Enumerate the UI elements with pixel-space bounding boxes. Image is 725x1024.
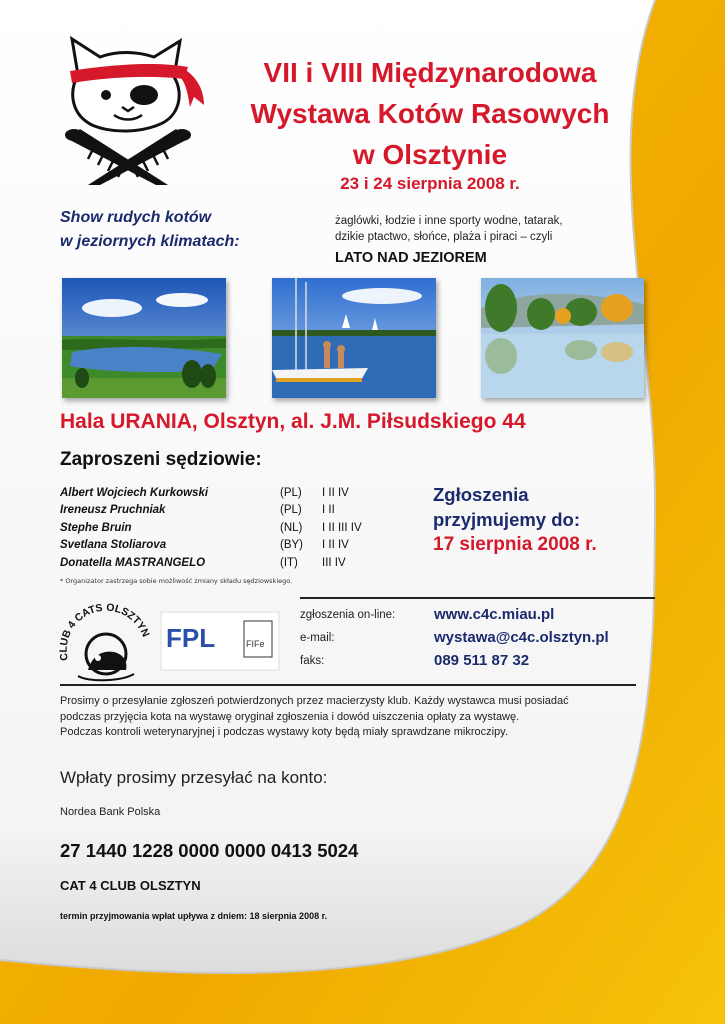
- contact-label: e-mail:: [300, 631, 335, 644]
- judge-country: (PL): [280, 504, 302, 517]
- judge-row: [60, 537, 420, 555]
- judge-country: (IT): [280, 556, 298, 569]
- judges-table: [60, 484, 420, 572]
- title-line-3: w Olsztynie: [352, 139, 508, 170]
- tagline: [60, 206, 320, 254]
- contact-table: [300, 603, 650, 672]
- judge-row: [60, 554, 420, 572]
- judge-name: Ireneusz Pruchniak: [60, 504, 166, 517]
- contact-label: faks:: [300, 654, 325, 667]
- event-date: 23 i 24 sierpnia 2008 r.: [340, 174, 520, 193]
- club-logo-text: CLUB 4 CATS OLSZTYN: [58, 601, 152, 662]
- info-line: podczas przyjęcia kota na wystawę oryginał zgłoszenia i dowód uiszczenia opłaty za wystawę.: [60, 710, 520, 723]
- payments-heading: Wpłaty prosimy przesyłać na konto:: [60, 768, 328, 787]
- tag-description-line-1: żaglówki, łodzie i inne sporty wodne, tatarak,: [335, 215, 563, 227]
- info-line: Prosimy o przesyłanie zgłoszeń potwierdzonych przez macierzysty klub. Każdy wystawca musi posiadać: [60, 695, 569, 707]
- club-4-cats-logo: [58, 600, 154, 684]
- judge-categories: III IV: [322, 556, 346, 569]
- misty-lake-photo: [481, 278, 644, 398]
- judge-categories: I II III IV: [322, 521, 362, 534]
- info-line: Podczas kontroli weterynaryjnej i podczas wystawy koty będą miały sprawdzane mikroczipy.: [60, 726, 508, 738]
- sailboat-photo: [272, 278, 436, 398]
- account-holder: CAT 4 CLUB OLSZTYN: [60, 878, 201, 893]
- contact-row: [300, 603, 650, 626]
- title-line-1: VII i VIII Międzynarodowa: [263, 57, 597, 88]
- pirate-cat-logo: [58, 35, 206, 185]
- top-divider: [300, 597, 655, 599]
- payment-deadline: termin przyjmowania wpłat upływa z dniem: 18 sierpnia 2008 r.: [60, 911, 328, 921]
- judge-categories: I II: [322, 504, 335, 517]
- registration-line-1: Zgłoszenia: [433, 484, 529, 505]
- judges-note: * Organizator zastrzega sobie możliwość zmiany składu sędziowskiego.: [60, 577, 293, 585]
- judges-heading: Zaproszeni sędziowie:: [60, 449, 262, 470]
- lake-landscape-photo: [62, 278, 226, 398]
- judge-row: [60, 502, 420, 520]
- bank-name: Nordea Bank Polska: [60, 806, 161, 818]
- fpl-text: FPL: [166, 623, 216, 653]
- bottom-divider: [60, 684, 636, 686]
- registration-line-2: przyjmujemy do:: [433, 509, 580, 530]
- judge-categories: I II IV: [322, 486, 349, 499]
- account-number: 27 1440 1228 0000 0000 0413 5024: [60, 840, 359, 861]
- event-title: [200, 52, 660, 175]
- fax-number: 089 511 87 32: [434, 652, 530, 669]
- registration-deadline: 17 sierpnia 2008 r.: [433, 534, 597, 555]
- judge-row: [60, 484, 420, 502]
- judge-row: [60, 519, 420, 537]
- judge-name: Svetlana Stoliarova: [60, 539, 167, 552]
- email-link[interactable]: wystawa@c4c.olsztyn.pl: [434, 629, 609, 646]
- contact-row: [300, 626, 650, 649]
- judge-name: Albert Wojciech Kurkowski: [60, 486, 209, 499]
- judge-categories: I II IV: [322, 539, 349, 552]
- judge-name: Donatella MASTRANGELO: [60, 556, 206, 569]
- judge-name: Stephe Bruin: [60, 521, 132, 534]
- tag-description: [335, 213, 635, 245]
- contact-row: [300, 649, 650, 672]
- fife-text: FIFe: [246, 639, 265, 649]
- info-paragraph: [60, 694, 600, 741]
- tagline-line-2: w jeziornych klimatach:: [60, 233, 240, 250]
- tag-description-line-2: dzikie ptactwo, słońce, plaża i piraci – czyli: [335, 231, 553, 243]
- judge-country: (PL): [280, 486, 302, 499]
- registration-box: [433, 482, 673, 557]
- judge-country: (BY): [280, 539, 303, 552]
- fpl-fife-logo: [160, 611, 280, 671]
- judge-country: (NL): [280, 521, 303, 534]
- venue-address: Hala URANIA, Olsztyn, al. J.M. Piłsudskiego 44: [60, 410, 526, 433]
- website-link[interactable]: www.c4c.miau.pl: [434, 606, 555, 623]
- contact-label: zgłoszenia on-line:: [300, 608, 396, 621]
- title-line-2: Wystawa Kotów Rasowych: [250, 98, 610, 129]
- tagline-line-1: Show rudych kotów: [60, 209, 212, 226]
- summer-highlight: LATO NAD JEZIOREM: [335, 250, 487, 266]
